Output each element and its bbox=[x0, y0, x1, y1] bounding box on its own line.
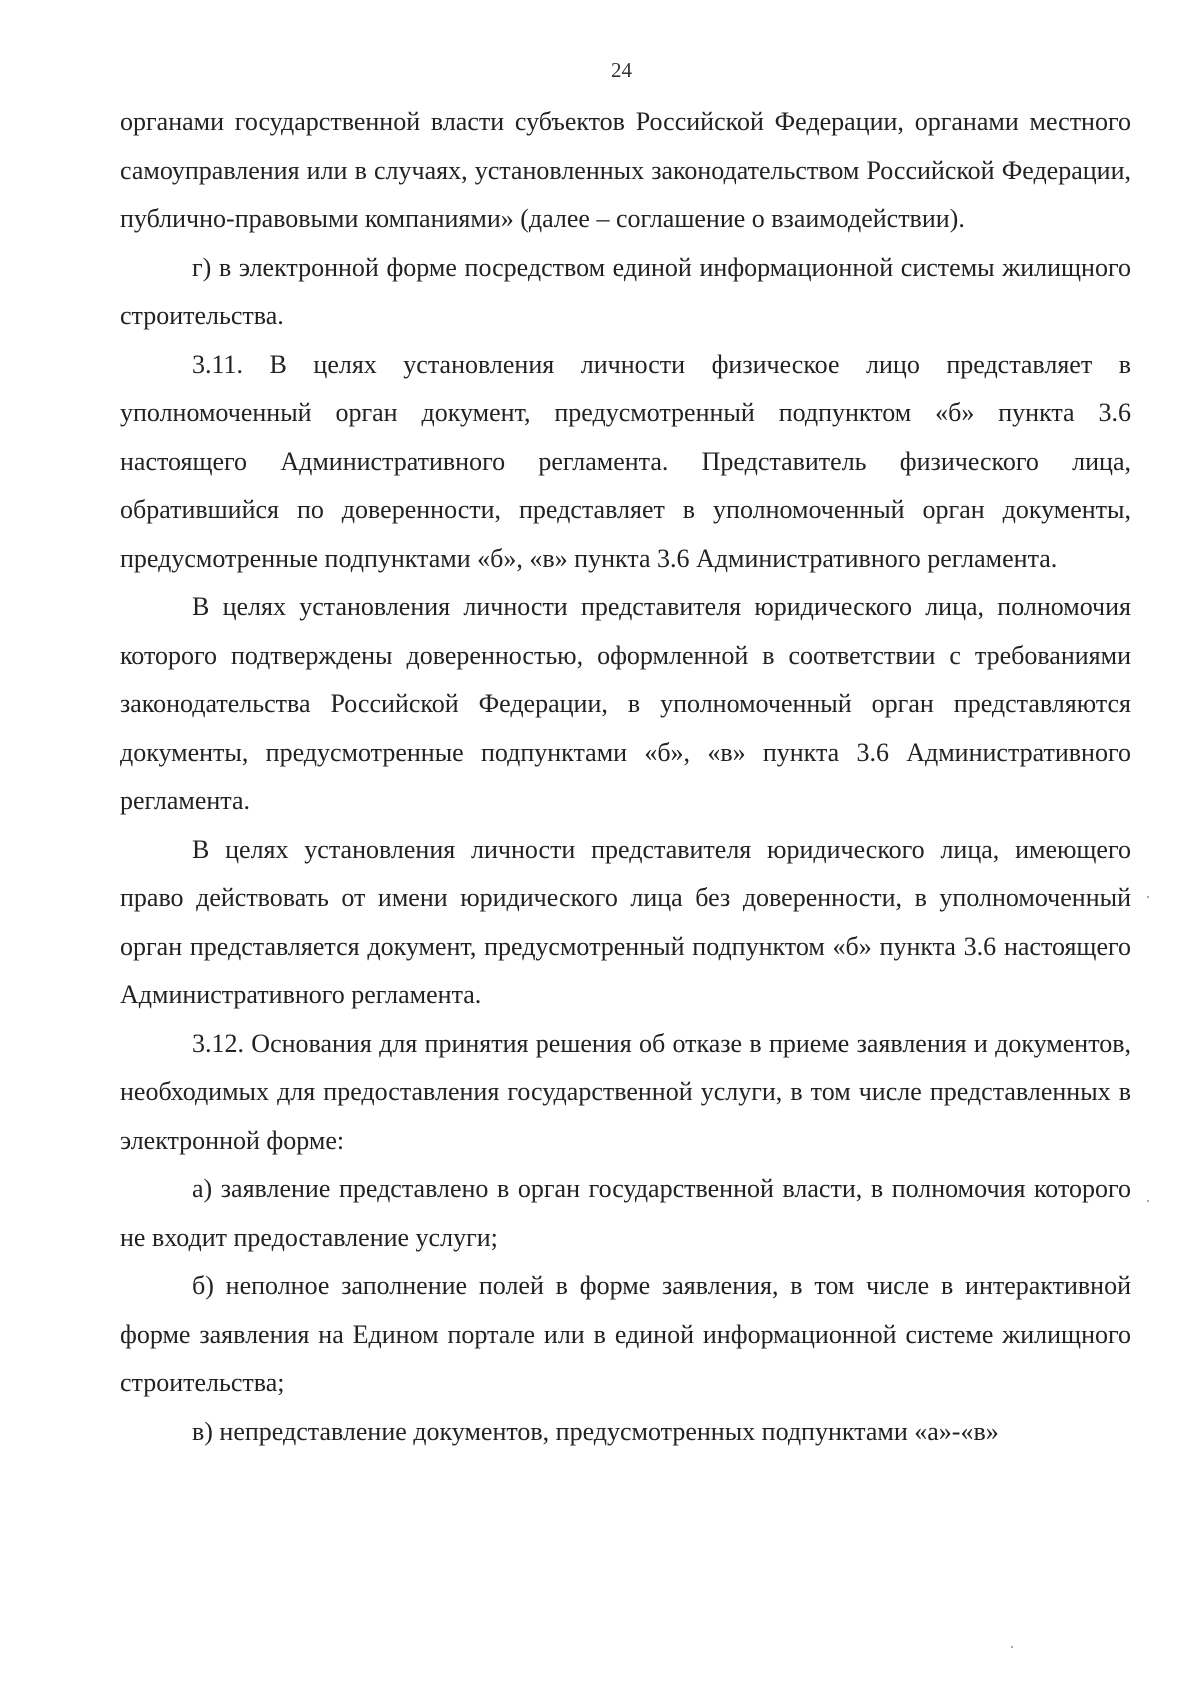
paragraph-item-v: в) непредставление документов, предусмотренных подпунктами «а»-«в» bbox=[192, 1416, 999, 1446]
paragraph-item-g: г) в электронной форме посредством единой информационной системы жилищного строительства. bbox=[120, 252, 1131, 330]
scan-speck bbox=[1011, 1646, 1013, 1648]
document-body bbox=[120, 98, 1131, 1456]
paragraph-agreement-continuation: органами государственной власти субъектов Российской Федерации, органами местного самоуправления или в случаях, установленных законодательством Российской Федерации, публично-правовыми компаниями» (далее – соглашение о взаимодействии). bbox=[120, 107, 1131, 233]
paragraph-item-a: а) заявление представлено в орган государственной власти, в полномочия которого не входит предоставление услуги; bbox=[120, 1174, 1131, 1252]
page-number: 24 bbox=[611, 58, 632, 82]
paragraph-legal-entity-representative-without-proxy: В целях установления личности представителя юридического лица, имеющего право действовать от имени юридического лица без доверенности, в уполномоченный орган представляется документ, предусмотренный подпунктом «б» пункта 3.6 настоящего Административного регламента. bbox=[120, 834, 1131, 1009]
scan-speck bbox=[1147, 896, 1149, 898]
paragraph-legal-entity-representative-by-proxy: В целях установления личности представителя юридического лица, полномочия которого подтверждены доверенностью, оформленной в соответствии с требованиями законодательства Российской Федерации, в уполномоченный орган представляются документы, предусмотренные подпунктами «б», «в» пункта 3.6 Административного регламента. bbox=[120, 592, 1131, 815]
paragraph-3-11: 3.11. В целях установления личности физическое лицо представляет в уполномоченный орган документ, предусмотренный подпунктом «б» пункта 3.6 настоящего Административного регламента. Представитель физического лица, обратившийся по доверенности, представляет в уполномоченный орган документы, предусмотренные подпунктами «б», «в» пункта 3.6 Административного регламента. bbox=[120, 349, 1131, 573]
paragraph-3-12: 3.12. Основания для принятия решения об отказе в приеме заявления и документов, необходимых для предоставления государственной услуги, в том числе представленных в электронной форме: bbox=[120, 1028, 1131, 1155]
paragraph-item-b: б) неполное заполнение полей в форме заявления, в том числе в интерактивной форме заявления на Едином портале или в единой информационной системе жилищного строительства; bbox=[120, 1271, 1131, 1397]
scan-speck bbox=[1147, 1200, 1149, 1202]
